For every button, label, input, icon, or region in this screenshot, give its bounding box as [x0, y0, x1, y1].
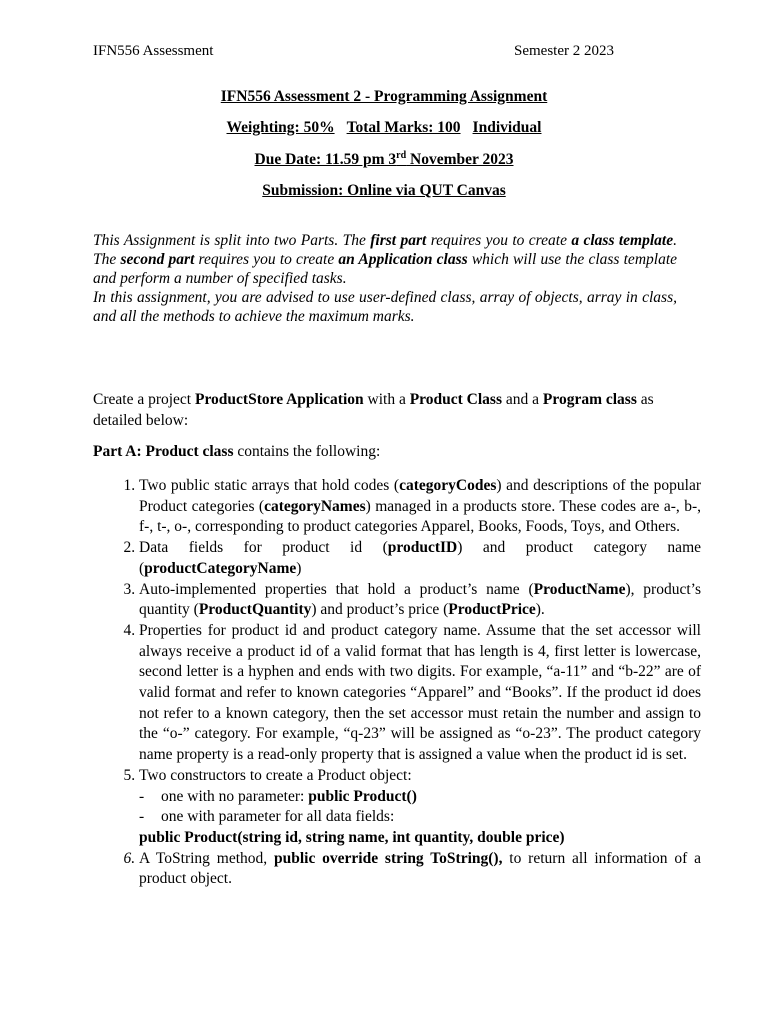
list-item: 3. Auto-implemented properties that hold a product’s name (ProductName), product’s quantity (ProductQuantity) and product’s price (ProductPrice). [139, 580, 701, 621]
list-item: 5. Two constructors to create a Product object: - one with no parameter: public Product() - one with parameter for all data fields: public Product(string id, string name, int quantity, double price) [139, 766, 701, 849]
due-date: Due Date: 11.59 pm 3rd November 2023 [254, 150, 514, 169]
individual-label: Individual [472, 119, 542, 136]
constructor-no-param: - one with no parameter: public Product() [139, 787, 417, 805]
part-a-heading: Part A: Product class contains the following: [93, 443, 381, 460]
list-item: 4. Properties for product id and product category name. Assume that the set accessor will always receive a product id of a valid format that has length is 4, first letter is lowercase, second letter is a hyphen and ends with two digits. For example, “a-11” and “b-22” are of valid format and refer to known categories “Apparel” and “Books”. If the product id does not refer to a known category, then the set accessor must retain the number and assign to the “o-” category. For example, “q-23” will be assigned as “o-23”. The product category name property is a read-only property that is assigned a value when the product id is set. [139, 621, 701, 766]
intro-paragraph-1: This Assignment is split into two Parts. The first part requires you to create a class template. The second part requires you to create an Application class which will use the class template and perform a number of specified tasks. [93, 232, 677, 287]
total-marks: Total Marks: 100 [346, 119, 461, 136]
constructor-signature: public Product(string id, string name, int quantity, double price) [139, 828, 565, 846]
intro-paragraph-2: In this assignment, you are advised to use user-defined class, array of objects, array in class, and all the methods to achieve the maximum marks. [93, 289, 677, 325]
header-semester: Semester 2 2023 [514, 43, 614, 59]
assignment-title: IFN556 Assessment 2 - Programming Assignment [220, 88, 548, 105]
weighting: Weighting: 50% [226, 119, 335, 136]
list-item: 2. Data fields for product id (productID) and product category name (productCategoryName) [139, 538, 701, 579]
intro-text [93, 231, 677, 326]
project-description: Create a project ProductStore Application with a Product Class and a Program class as detailed below: [93, 391, 654, 429]
requirements-list [113, 476, 701, 890]
list-item: 1. Two public static arrays that hold codes (categoryCodes) and descriptions of the popular Product categories (categoryNames) managed in a products store. These codes are a-, b-, f-, t-, o-, corresponding to product categories Apparel, Books, Foods, Toys, and Others. [139, 476, 701, 538]
header-course: IFN556 Assessment [93, 43, 214, 59]
list-item: 6. A ToString method, public override string ToString(), to return all information of a product object. [139, 849, 701, 890]
constructor-with-params: - one with parameter for all data fields: [139, 808, 395, 826]
submission-line: Submission: Online via QUT Canvas [262, 182, 506, 199]
weighting-line [0, 119, 768, 137]
